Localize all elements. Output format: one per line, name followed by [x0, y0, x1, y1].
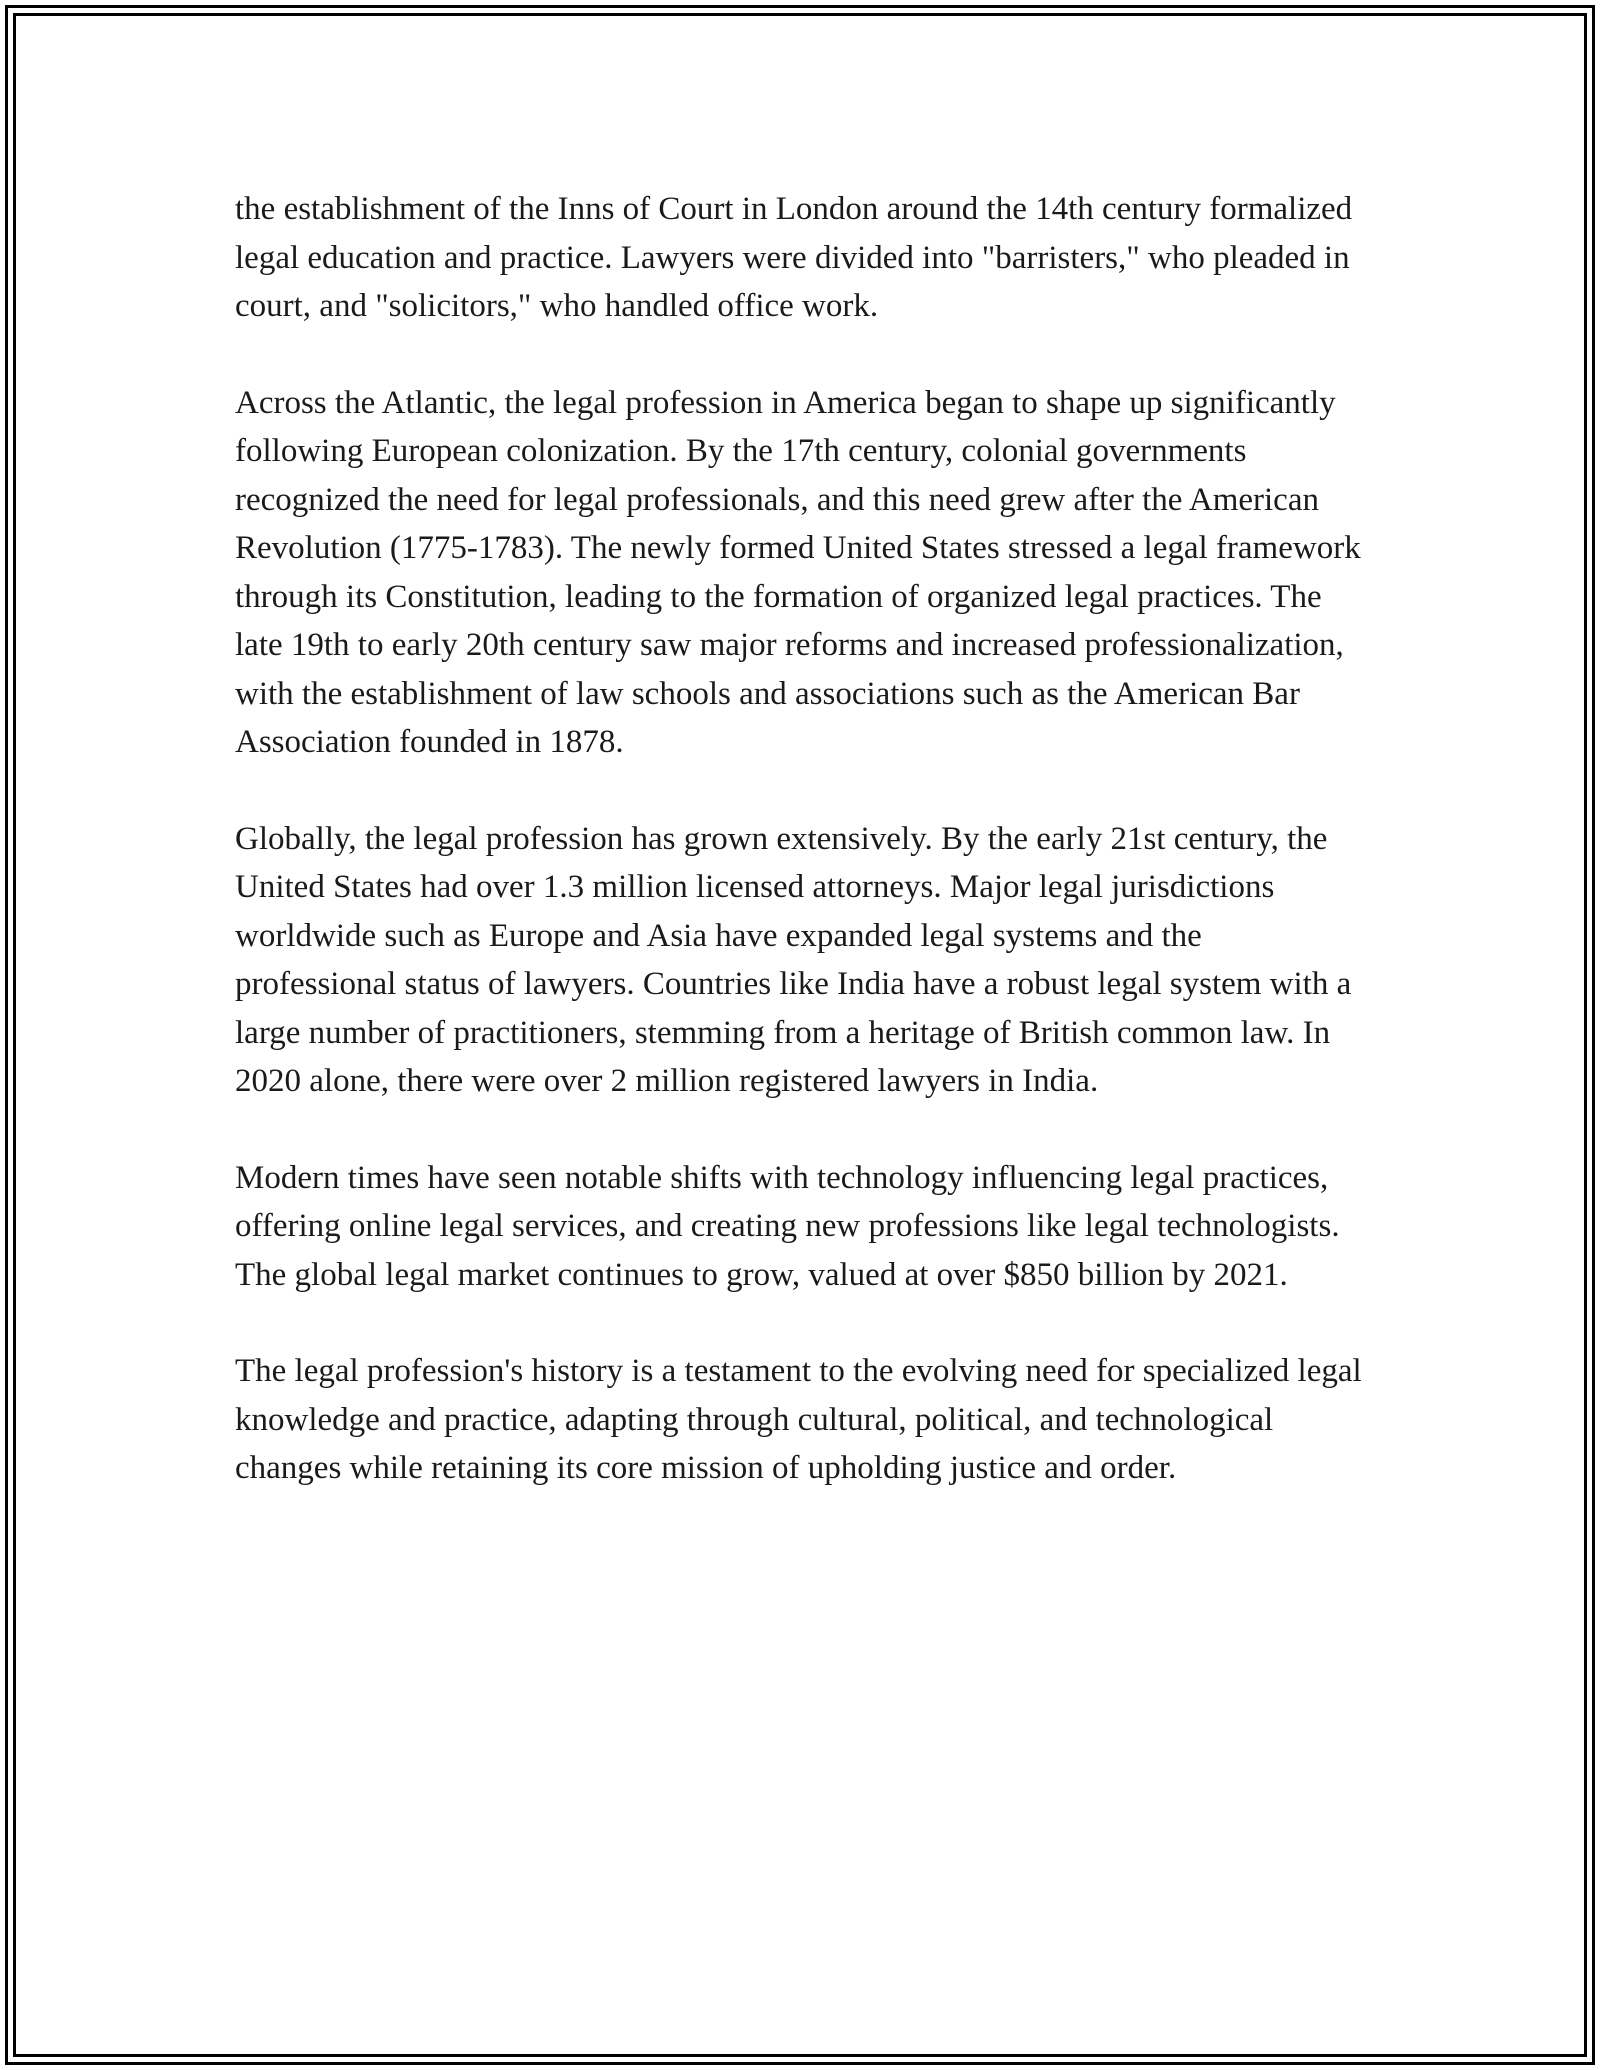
paragraph-conclusion: The legal profession's history is a testament to the evolving need for specialized legal knowledge and practice, adapting through cultural, political, and technological changes while retaining its core mission of upholding justice and order. — [235, 1353, 1362, 1486]
paragraph-inns-of-court: the establishment of the Inns of Court in London around the 14th century formalized legal education and practice. Lawyers were divided into "barristers," who pleaded in court, and "solicitors," who handled office work. — [235, 191, 1353, 324]
paragraph-modern-times: Modern times have seen notable shifts with technology influencing legal practices, offering online legal services, and creating new professions like legal technologists. The global legal market continues to grow, valued at over $850 billion by 2021. — [235, 1159, 1340, 1293]
paragraph-america: Across the Atlantic, the legal profession in America began to shape up significantly following European colonization. By the 17th century, colonial governments recognized the need for legal professionals, and this need grew after the American Revolution (1775-1783). The newly formed United States stressed a legal framework through its Constitution, leading to the formation of organized legal practices. The late 19th to early 20th century saw major reforms and increased professionalization, with the establishment of law schools and associations such as the American Bar Association founded in 1878. — [235, 384, 1361, 760]
paragraph-global-growth: Globally, the legal profession has grown extensively. By the early 21st century, the United States had over 1.3 million licensed attorneys. Major legal jurisdictions worldwide such as Europe and Asia have expanded legal systems and the professional status of lawyers. Countries like India have a robust legal system with a large number of practitioners, stemming from a heritage of British common law. In 2020 alone, there were over 2 million registered lawyers in India. — [235, 820, 1352, 1099]
document-body — [235, 185, 1365, 1541]
